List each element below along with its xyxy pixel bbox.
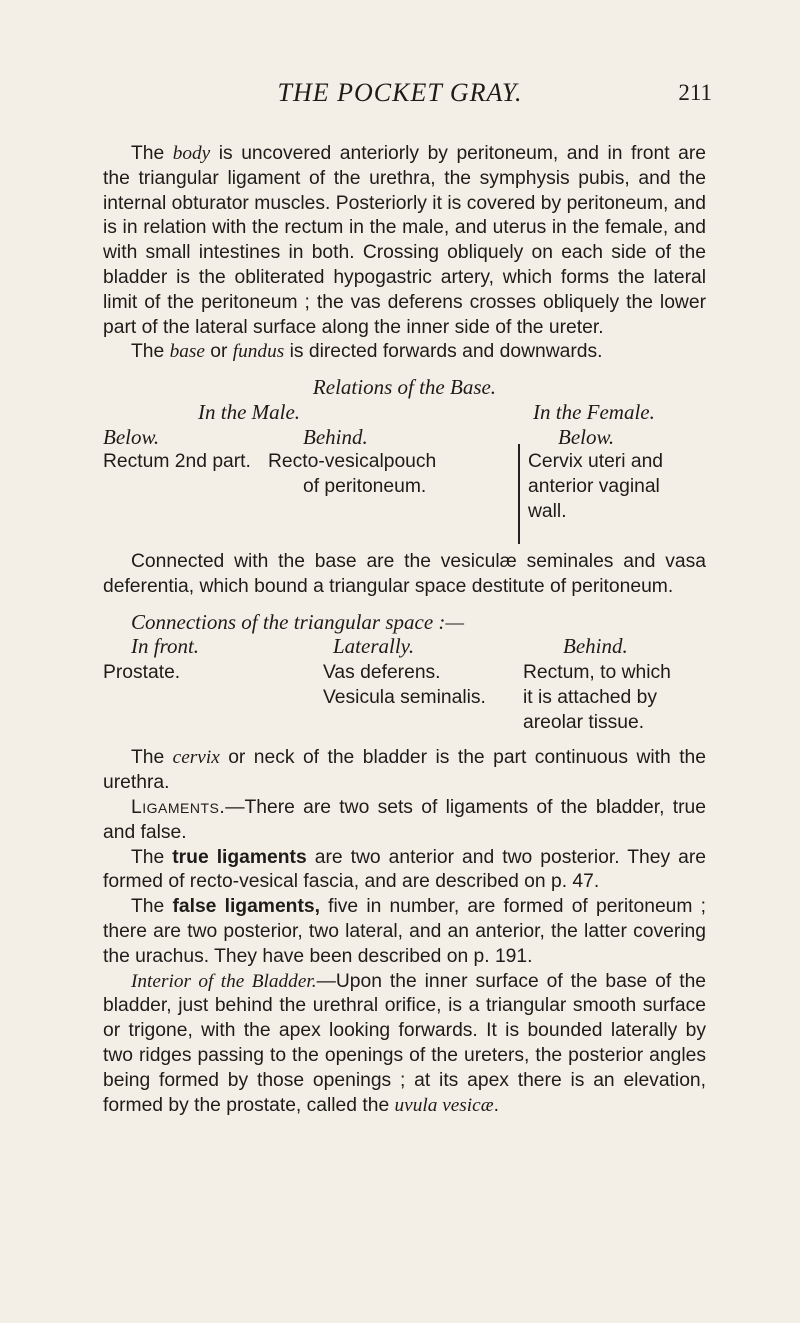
term-cervix: cervix [172,747,220,769]
term-uvula: uvula vesicæ [394,1094,494,1116]
paragraph-base: The base or fundus is directed forwards and downwards. [131,341,603,363]
male-below-heading: Below. [103,424,160,449]
paragraph-false-ligaments: The false ligaments, five in number, are formed of peritoneum ; there are two posterior, two lateral, and an anterior, the latter covering the urachus. They have been described on p. 191. [103,896,707,967]
term-ligaments: Ligaments. [131,796,226,818]
lateral-text-2: Vesicula seminalis. [323,687,486,709]
paragraph-true-ligaments: The true ligaments are two anterior and two posterior. They are formed of recto-vesical fascia, and are described on p. 47. [103,846,706,893]
male-heading: In the Male. [198,399,301,424]
relations-table [103,400,706,550]
relations-heading: Relations of the Base. [312,375,497,400]
running-title: THE POCKET GRAY. [277,78,523,107]
term-fundus: fundus [232,341,285,363]
term-false-ligaments: false ligaments, [172,896,320,918]
lateral-heading: Laterally. [333,634,415,659]
paragraph-cervix: The cervix or neck of the bladder is the part continuous with the urethra. [103,747,706,794]
front-text: Prostate. [103,662,181,684]
connections-table [103,634,706,746]
behind-text-1: Rectum, to which [523,662,671,684]
male-behind-text-2: of peritoneum. [303,475,427,497]
behind-heading: Behind. [563,634,628,659]
page-number: 211 [678,80,712,105]
lateral-text-1: Vas deferens. [323,662,441,684]
paragraph-body: The body is uncovered anteriorly by peritoneum, and in front are the triangular ligament of the urethra, the symphysis pubis, and the internal obturator muscles. Posteriorly it is covered by peritoneum, and is in relation with the rectum in the male, and uterus in the female, and with small intestines in both. Crossing obliquely on each side of the bladder is the obliterated hypogastric artery, which forms the lateral limit of the peritoneum ; the vas deferens crosses obliquely the lower part of the lateral surface along the inner side of the ureter. [103,143,706,338]
male-behind-text-1: Recto-vesicalpouch [268,450,437,472]
paragraph-interior: Interior of the Bladder.—Upon the inner surface of the base of the bladder, just behind the urethral orifice, is a triangular smooth surface or trigone, with the apex looking forwards. It is bounded laterally by two ridges passing to the openings of the ureters, the posterior angles being formed by those openings ; at its apex there is an elevation, formed by the prostate, called the uvula vesicæ. [103,970,707,1116]
behind-text-2: it is attached by [523,687,657,709]
female-below-heading: Below. [558,424,615,449]
behind-text-3: areolar tissue. [523,712,645,734]
column-divider [518,444,520,544]
female-below-text-1: Cervix uteri and [528,450,664,472]
male-behind-heading: Behind. [303,424,368,449]
term-body: body [172,143,211,164]
female-heading: In the Female. [533,399,655,424]
male-below-text: Rectum 2nd part. [103,450,251,472]
paragraph-connected: Connected with the base are the vesiculæ seminales and vasa deferentia, which bound a triangular space destitute of peritoneum. [103,550,706,597]
female-below-text-2: anterior vaginal [528,475,660,497]
term-interior: Interior of the Bladder. [131,970,317,992]
term-true-ligaments: true ligaments [172,846,307,868]
term-base: base [169,341,205,363]
front-heading: In front. [131,634,200,659]
page-header [0,78,800,112]
page-body [103,142,706,1118]
connections-heading: Connections of the triangular space :— [131,609,465,634]
female-below-text-3: wall. [528,500,567,522]
paragraph-ligaments: Ligaments.—There are two sets of ligaments of the bladder, true and false. [103,796,706,843]
